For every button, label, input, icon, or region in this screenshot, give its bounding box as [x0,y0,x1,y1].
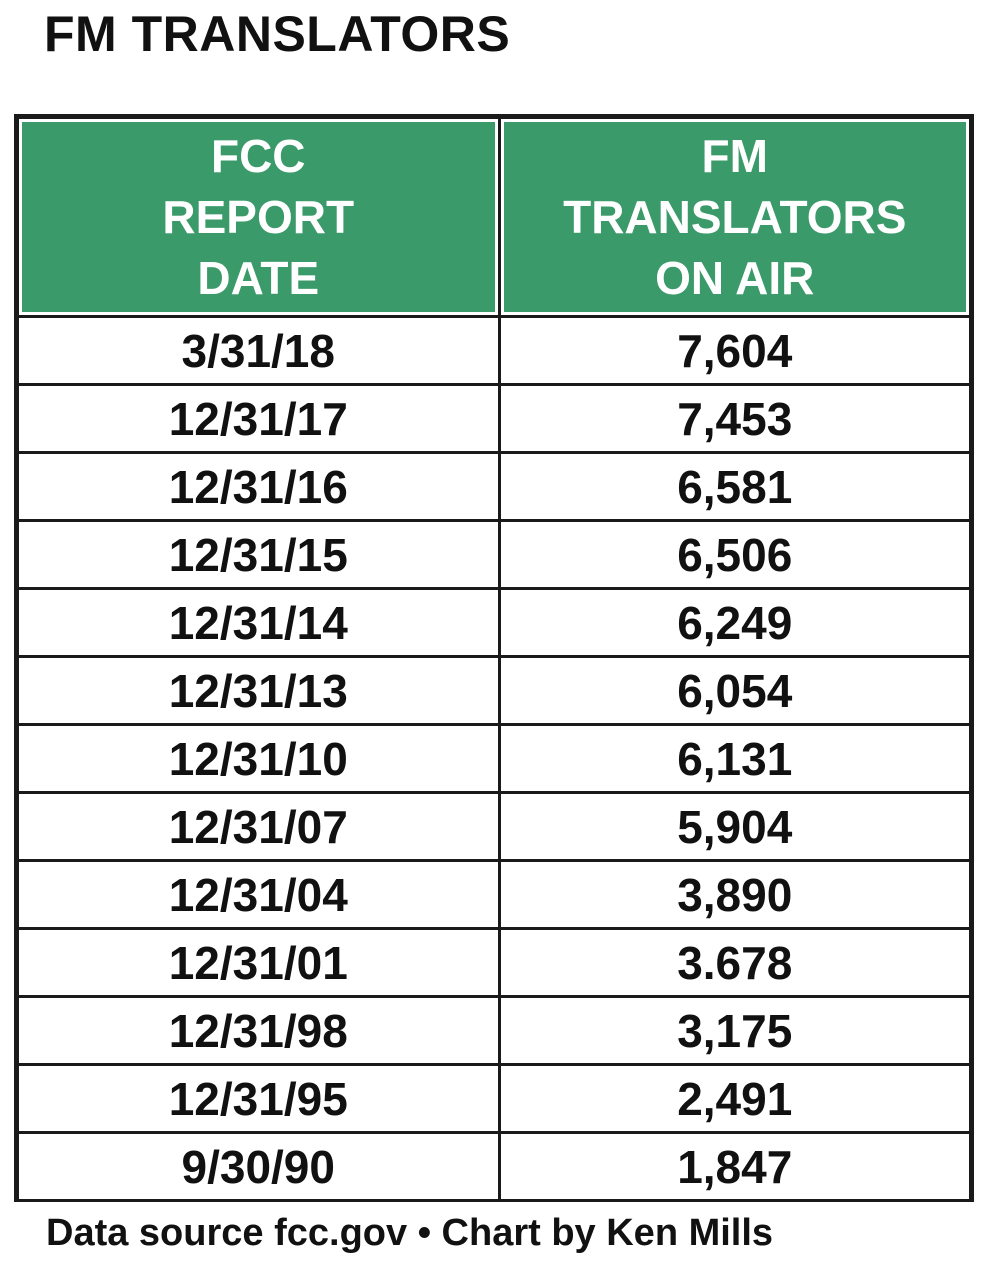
header-translators-on-air [499,119,969,317]
report-date-cell: 12/31/01 [19,929,499,997]
report-date-cell: 12/31/07 [19,793,499,861]
table-row [19,317,969,385]
report-date-cell: 12/31/13 [19,657,499,725]
report-date-cell: 12/31/10 [19,725,499,793]
header-line: ON AIR [655,251,815,304]
table-body [19,317,969,1200]
translators-count-cell: 3,890 [499,861,969,929]
translators-count-cell: 2,491 [499,1065,969,1133]
table-row [19,725,969,793]
header-report-date [19,119,499,317]
translators-count-cell: 5,904 [499,793,969,861]
translators-count-cell: 6,506 [499,521,969,589]
table-row [19,861,969,929]
translators-count-cell: 6,054 [499,657,969,725]
translators-count-cell: 6,131 [499,725,969,793]
report-date-cell: 12/31/95 [19,1065,499,1133]
data-table-frame [14,114,974,1202]
table-row [19,1065,969,1133]
table-row [19,793,969,861]
table-row [19,929,969,997]
translators-count-cell: 7,453 [499,385,969,453]
data-table [19,119,969,1199]
source-note: Data source fcc.gov • Chart by Ken Mills [46,1212,774,1254]
report-date-cell: 12/31/15 [19,521,499,589]
translators-count-cell: 3,175 [499,997,969,1065]
table-header-row [19,119,969,317]
table-row [19,589,969,657]
report-date-cell: 12/31/14 [19,589,499,657]
translators-count-cell: 7,604 [499,317,969,385]
report-date-cell: 3/31/18 [19,317,499,385]
translators-count-cell: 6,249 [499,589,969,657]
report-date-cell: 12/31/04 [19,861,499,929]
table-row [19,521,969,589]
table-row [19,453,969,521]
header-line: REPORT [162,190,355,243]
report-date-cell: 9/30/90 [19,1133,499,1200]
table-row [19,385,969,453]
header-line: FM [701,129,768,182]
page-title: FM TRANSLATORS [44,6,511,62]
translators-count-cell: 1,847 [677,1140,793,1193]
header-line: FCC [210,129,306,182]
report-date-cell: 12/31/16 [19,453,499,521]
translators-count-cell: 6,581 [499,453,969,521]
table-row [19,1133,969,1200]
header-line: TRANSLATORS [563,190,907,243]
table-row [19,657,969,725]
translators-count-cell: 3.678 [499,929,969,997]
report-date-cell: 12/31/17 [19,385,499,453]
table-row [19,997,969,1065]
header-line: DATE [197,251,320,304]
report-date-cell: 12/31/98 [19,997,499,1065]
